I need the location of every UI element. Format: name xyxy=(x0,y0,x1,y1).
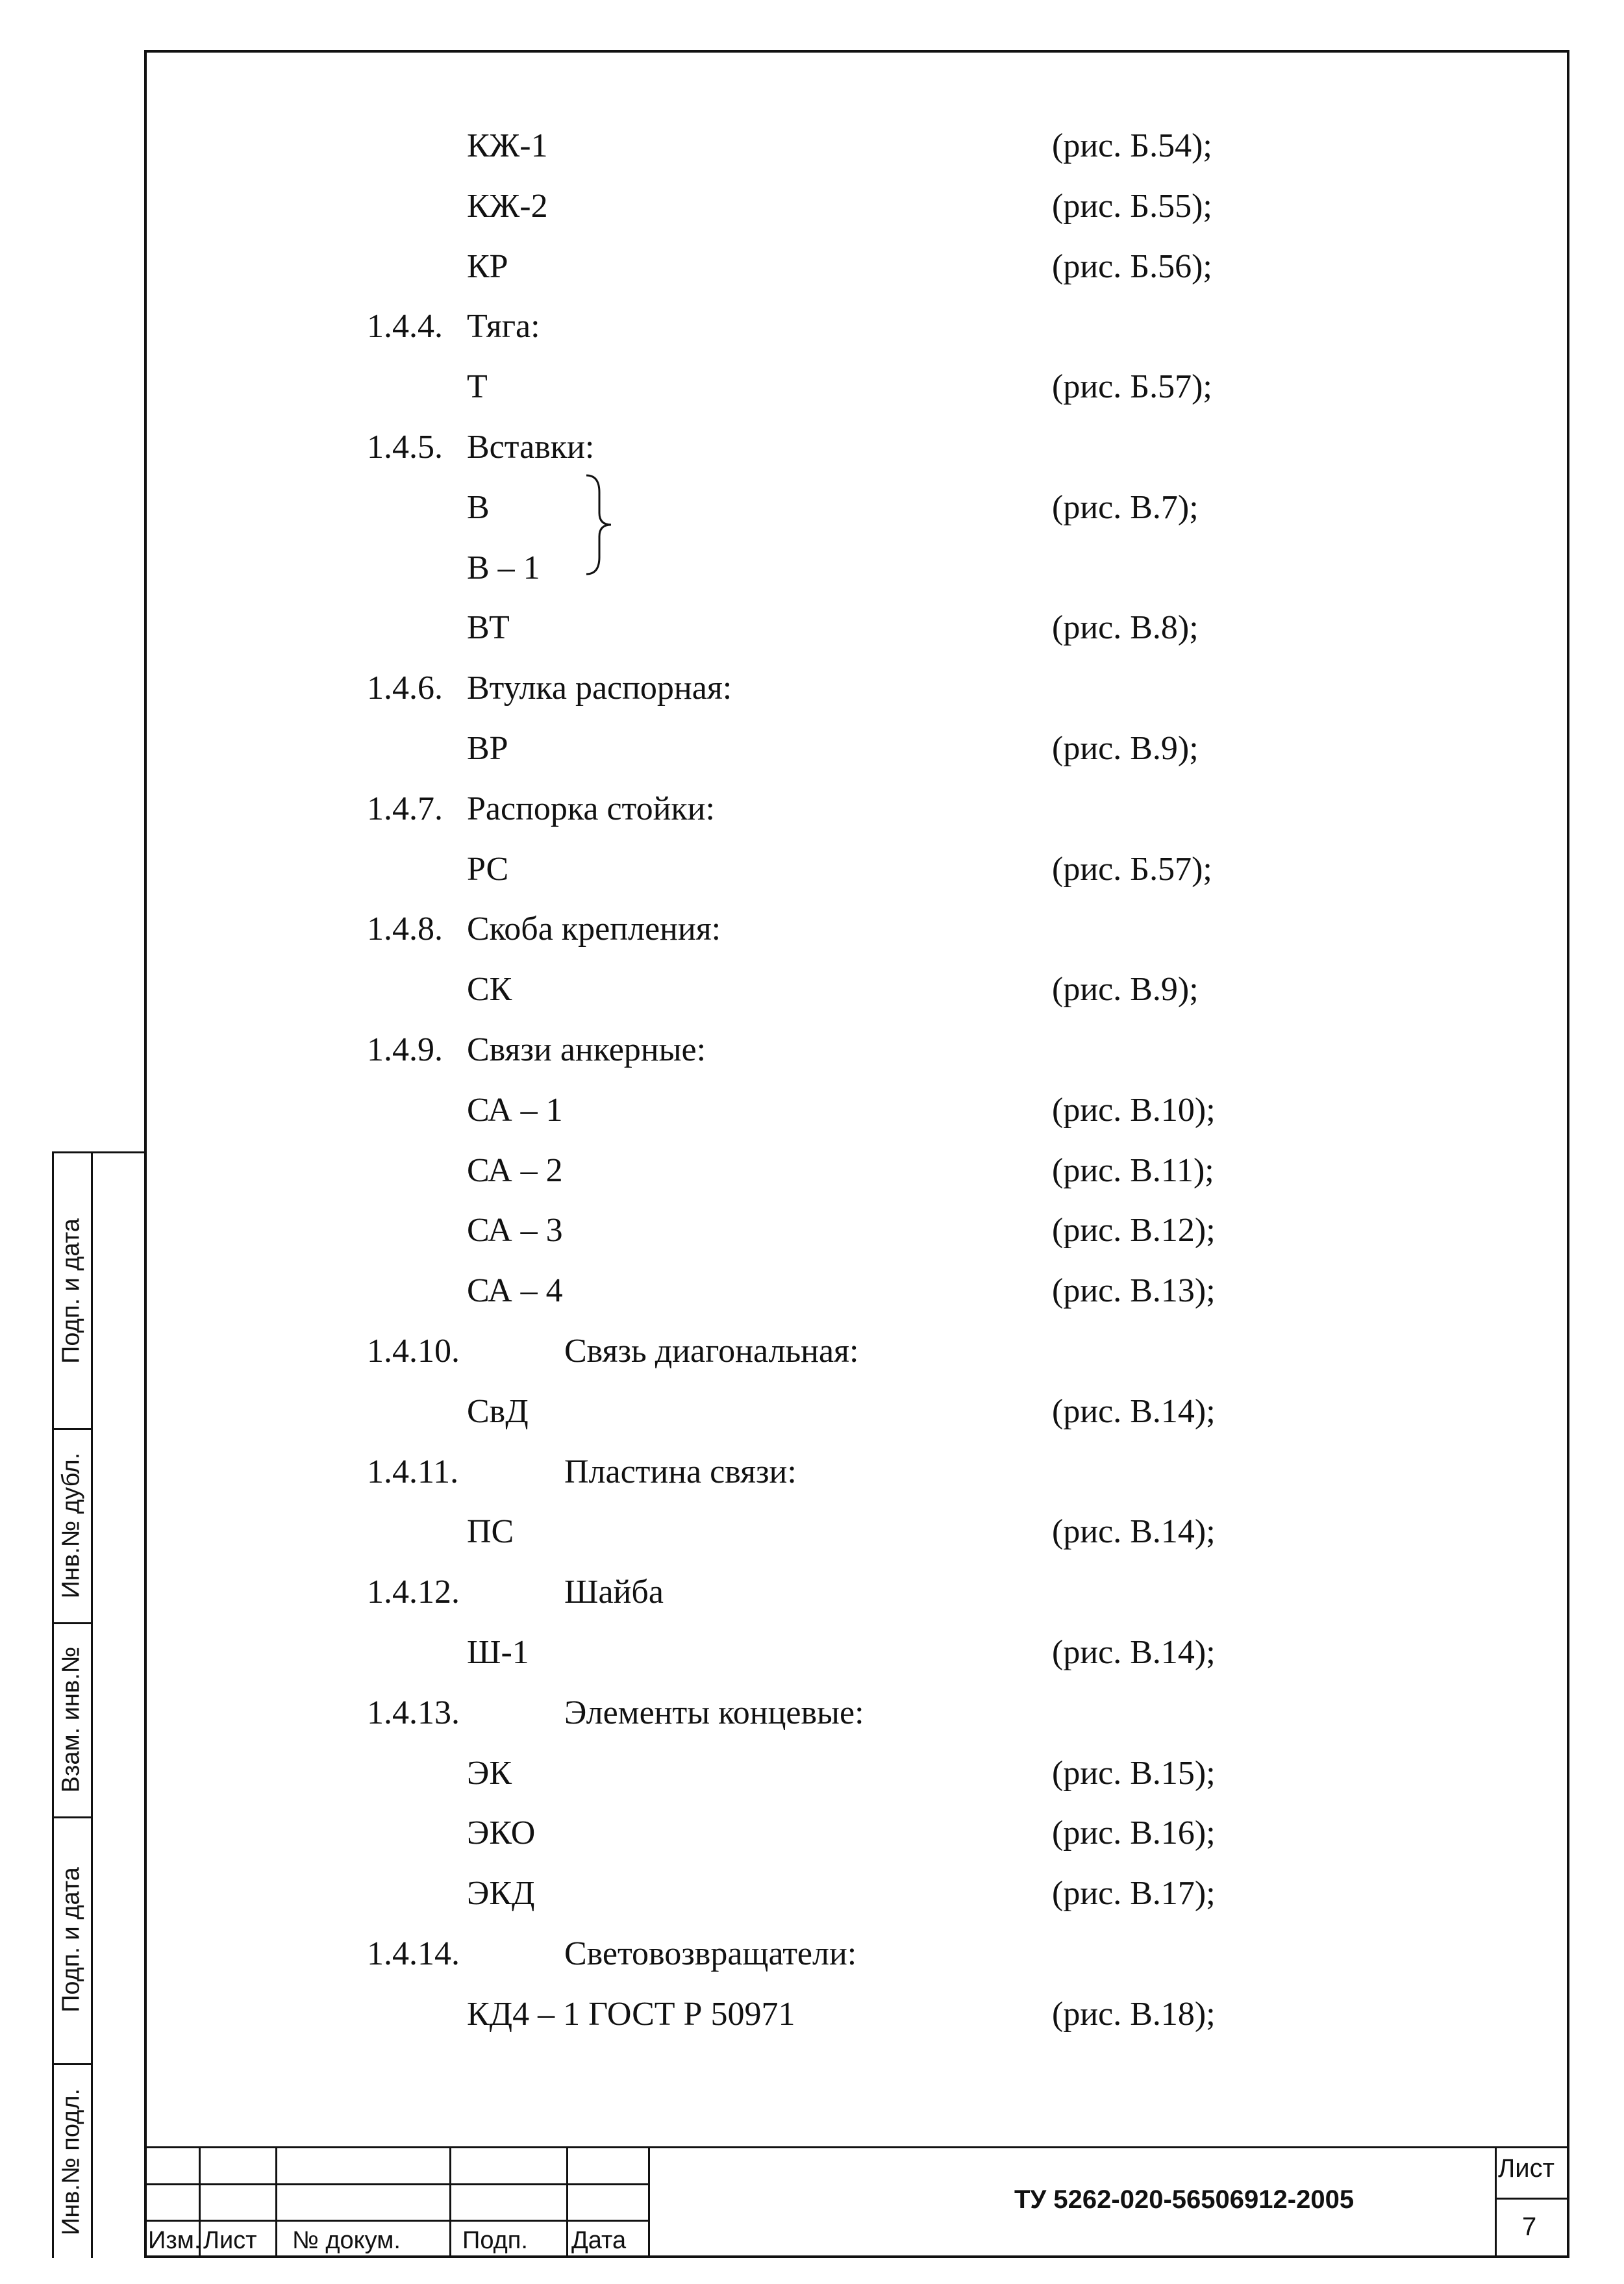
podp-data-label-2: Подп. и дата xyxy=(57,1867,85,2013)
vzam-inv-label: Взам. инв.№ xyxy=(57,1646,85,1792)
list-line xyxy=(0,964,1558,1016)
section-number: 1.4.10. xyxy=(367,1333,460,1370)
dokum-label: № докум. xyxy=(292,2227,401,2254)
section-number: 1.4.9. xyxy=(367,1031,443,1068)
figure-reference: (рис. В.16); xyxy=(1052,1814,1216,1852)
list-line xyxy=(0,1989,1558,2040)
section-number: 1.4.6. xyxy=(367,670,443,707)
list-line xyxy=(0,1386,1558,1438)
list-line xyxy=(0,1085,1558,1136)
section-number: 1.4.8. xyxy=(367,910,443,948)
section-title: Распорка стойки: xyxy=(467,790,715,827)
list-line xyxy=(0,1446,1558,1498)
sheet-number: 7 xyxy=(1522,2213,1537,2241)
list-line xyxy=(0,1928,1558,1980)
figure-reference: (рис. В.15); xyxy=(1052,1754,1216,1792)
section-title: Пластина связи: xyxy=(564,1453,797,1490)
section-title: Связи анкерные: xyxy=(467,1031,706,1068)
list-line xyxy=(0,301,1558,353)
element-code: ЭКД xyxy=(467,1875,535,1913)
list-line xyxy=(0,903,1558,955)
list-line xyxy=(0,542,1558,594)
sheet-label: Лист xyxy=(1498,2154,1555,2183)
list-line xyxy=(0,783,1558,835)
list-line xyxy=(0,1325,1558,1377)
element-code: СА – 4 xyxy=(467,1272,563,1310)
element-code: СК xyxy=(467,971,512,1009)
section-title: Связь диагональная: xyxy=(564,1333,859,1370)
element-code: ЭКО xyxy=(467,1814,536,1852)
list-line xyxy=(0,1687,1558,1739)
list-line xyxy=(0,1205,1558,1257)
element-code: ЭК xyxy=(467,1754,512,1792)
list-line xyxy=(0,482,1558,534)
element-code: РС xyxy=(467,850,509,888)
list-line xyxy=(0,602,1558,654)
section-number: 1.4.7. xyxy=(367,790,443,827)
list-line xyxy=(0,662,1558,714)
list-label: Лист xyxy=(203,2227,257,2254)
element-code: Т xyxy=(467,368,488,406)
figure-reference: (рис. В.9); xyxy=(1052,730,1199,767)
figure-reference: (рис. В.12); xyxy=(1052,1212,1216,1249)
figure-reference: (рис. В.17); xyxy=(1052,1875,1216,1913)
element-code: СА – 3 xyxy=(467,1212,563,1249)
figure-reference: (рис. Б.56); xyxy=(1052,247,1212,285)
list-line xyxy=(0,241,1558,293)
figure-reference: (рис. Б.57); xyxy=(1052,368,1212,406)
figure-reference: (рис. В.14); xyxy=(1052,1392,1216,1430)
section-number: 1.4.4. xyxy=(367,308,443,345)
list-line xyxy=(0,361,1558,413)
grouping-brace xyxy=(581,473,620,577)
list-line xyxy=(0,1265,1558,1317)
section-number: 1.4.5. xyxy=(367,429,443,466)
figure-reference: (рис. В.8); xyxy=(1052,609,1199,647)
data-label: Дата xyxy=(571,2227,627,2254)
section-number: 1.4.12. xyxy=(367,1574,460,1611)
list-line xyxy=(0,181,1558,232)
element-code: ВТ xyxy=(467,609,510,647)
figure-reference: (рис. В.7); xyxy=(1052,488,1199,526)
element-code: ПС xyxy=(467,1513,514,1551)
list-line xyxy=(0,421,1558,473)
title-block xyxy=(144,2146,1569,2258)
document-code: ТУ 5262-020-56506912-2005 xyxy=(1014,2185,1355,2214)
figure-reference: (рис. В.18); xyxy=(1052,1995,1216,2033)
figure-reference: (рис. Б.55); xyxy=(1052,187,1212,225)
element-code: СА – 1 xyxy=(467,1091,563,1129)
inv-dubl-label: Инв.№ дубл. xyxy=(57,1452,85,1598)
section-title: Втулка распорная: xyxy=(467,670,732,707)
section-title: Элементы концевые: xyxy=(564,1694,864,1731)
list-line xyxy=(0,1748,1558,1800)
podp-label: Подп. xyxy=(462,2227,528,2254)
element-code: КЖ-1 xyxy=(467,127,548,164)
figure-reference: (рис. В.11); xyxy=(1052,1151,1214,1189)
figure-reference: (рис. В.13); xyxy=(1052,1272,1216,1310)
list-line xyxy=(0,1868,1558,1920)
figure-reference: (рис. В.9); xyxy=(1052,971,1199,1009)
section-number: 1.4.13. xyxy=(367,1694,460,1731)
element-code: ВР xyxy=(467,730,508,767)
list-line xyxy=(0,1627,1558,1679)
list-line xyxy=(0,844,1558,896)
list-line xyxy=(0,1566,1558,1618)
element-code: КР xyxy=(467,247,508,285)
izm-label: Изм. xyxy=(148,2227,201,2254)
list-line xyxy=(0,120,1558,172)
podp-data-label: Подп. и дата xyxy=(57,1218,85,1364)
section-title: Скоба крепления: xyxy=(467,910,721,948)
list-line xyxy=(0,1807,1558,1859)
figure-reference: (рис. В.14); xyxy=(1052,1634,1216,1671)
margin-stamp-column xyxy=(52,1151,144,2258)
figure-reference: (рис. Б.54); xyxy=(1052,127,1212,164)
section-title: Тяга: xyxy=(467,308,540,345)
element-code: КД4 – 1 ГОСТ Р 50971 xyxy=(467,1995,795,2033)
element-code: В – 1 xyxy=(467,549,540,586)
element-code: СА – 2 xyxy=(467,1151,563,1189)
section-title: Световозвращатели: xyxy=(564,1935,857,1972)
element-code: КЖ-2 xyxy=(467,187,548,225)
list-line xyxy=(0,723,1558,775)
section-number: 1.4.14. xyxy=(367,1935,460,1972)
list-line xyxy=(0,1506,1558,1558)
section-title: Шайба xyxy=(564,1574,664,1611)
element-code: В xyxy=(467,488,490,526)
element-code: Ш-1 xyxy=(467,1634,529,1671)
figure-reference: (рис. В.14); xyxy=(1052,1513,1216,1551)
section-number: 1.4.11. xyxy=(367,1453,459,1490)
list-line xyxy=(0,1145,1558,1197)
figure-reference: (рис. Б.57); xyxy=(1052,850,1212,888)
list-line xyxy=(0,1024,1558,1076)
inv-podl-label: Инв.№ подл. xyxy=(57,2088,85,2235)
section-title: Вставки: xyxy=(467,429,595,466)
figure-reference: (рис. В.10); xyxy=(1052,1091,1216,1129)
element-code: СвД xyxy=(467,1392,529,1430)
